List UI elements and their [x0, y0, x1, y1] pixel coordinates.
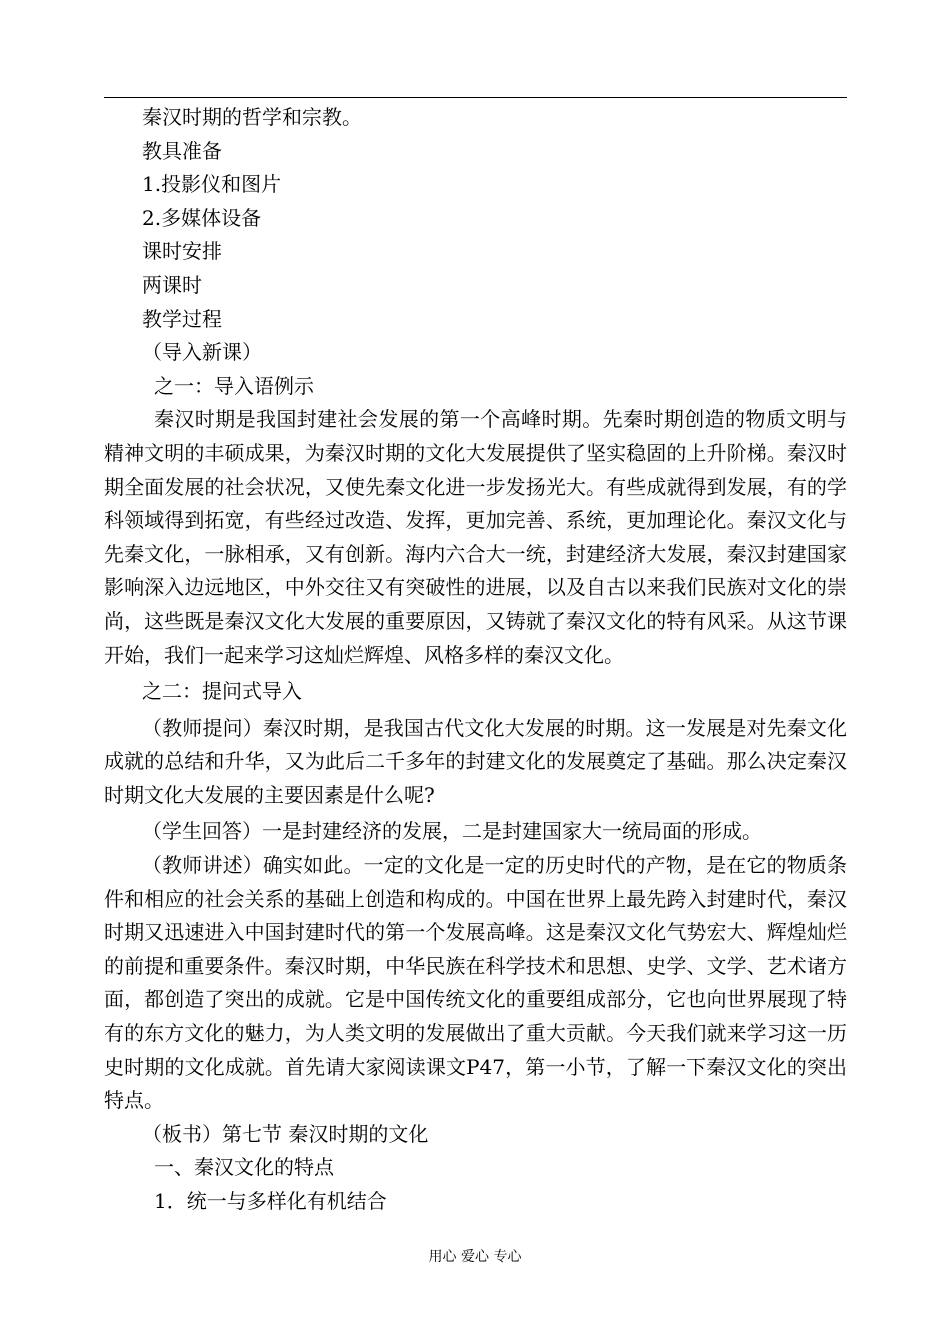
section-heading: 课时安排	[142, 239, 222, 264]
board-heading: （板书）第七节 秦汉时期的文化	[142, 1121, 429, 1146]
subheading: 一、秦汉文化的特点	[154, 1155, 334, 1180]
list-item: 1.投影仪和图片	[142, 172, 282, 197]
document-body	[104, 101, 847, 1219]
list-item: 1．统一与多样化有机结合	[154, 1189, 387, 1213]
header-rule	[104, 97, 847, 98]
paragraph: （教师讲述）确实如此。一定的文化是一定的历史时代的产物，是在它的物质条件和相应的社会关系的基础上创造和构成的。中国在世界上最先跨入封建时代，秦汉时期又迅速进入中国封建时代的第一个发展高峰。这是秦汉文化气势宏大、辉煌灿烂的前提和重要条件。秦汉时期，中华民族在科学技术和思想、史学、文学、艺术诸方面，都创造了突出的成就。它是中国传统文化的重要组成部分，它也向世界展现了特有的东方文化的魅力，为人类文明的发展做出了重大贡献。今天我们就来学习这一历史时期的文化成就。首先请大家阅读课文P47，第一小节，了解一下秦汉文化的突出特点。	[104, 853, 847, 1113]
section-heading: 教具准备	[142, 138, 222, 163]
text-line: 秦汉时期的哲学和宗教。	[142, 105, 362, 129]
section-heading: 教学过程	[142, 306, 222, 331]
text-line: （导入新课）	[142, 340, 262, 365]
list-item: 2.多媒体设备	[142, 205, 262, 230]
page-footer: 用心 爱心 专心	[428, 1249, 522, 1265]
text-line: 两课时	[142, 272, 202, 297]
paragraph: （教师提问）秦汉时期，是我国古代文化大发展的时期。这一发展是对先秦文化成就的总结和升华，又为此后二千多年的封建文化的发展奠定了基础。那么决定秦汉时期文化大发展的主要因素是什么呢?	[104, 715, 847, 807]
subheading: 之二：提问式导入	[142, 679, 302, 704]
subheading: 之一：导入语例示	[154, 373, 314, 398]
paragraph: 秦汉时期是我国封建社会发展的第一个高峰时期。先秦时期创造的物质文明与精神文明的丰硕成果，为秦汉时期的文化大发展提供了坚实稳固的上升阶梯。秦汉时期全面发展的社会状况，又使先秦文化进一步发扬光大。有些成就得到发展，有的学科领域得到拓宽，有些经过改造、发挥，更加完善、系统，更加理论化。秦汉文化与先秦文化，一脉相承，又有创新。海内六合大一统，封建经济大发展，秦汉封建国家影响深入边远地区，中外交往又有突破性的进展，以及自古以来我们民族对文化的崇尚，这些既是秦汉文化大发展的重要原因，又铸就了秦汉文化的特有风采。从这节课开始，我们一起来学习这灿烂辉煌、风格多样的秦汉文化。	[104, 407, 847, 667]
paragraph: （学生回答）一是封建经济的发展，二是封建国家大一统局面的形成。	[142, 819, 762, 844]
